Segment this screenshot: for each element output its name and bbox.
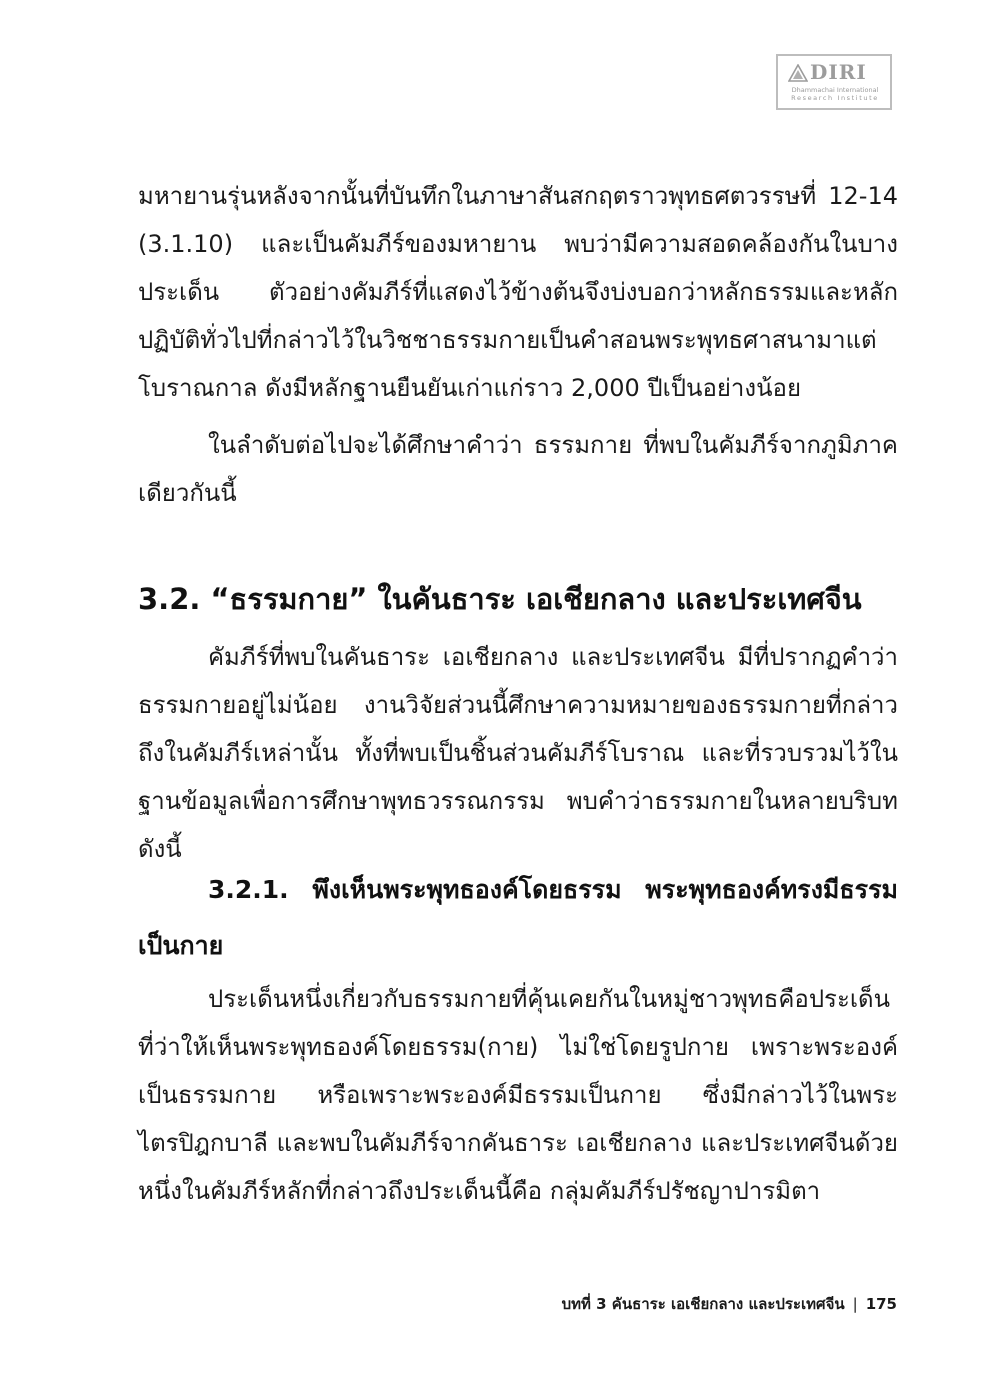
paragraph-1: มหายานรุ่นหลังจากนั้นที่บันทึกในภาษาสันสกฤตราวพุทธศตวรรษที่ 12-14 (3.1.10) และเป็นคัมภีร์ของมหายาน พบว่ามีความสอดคล้องกันในบางประเด็น ตัวอย่างคัมภีร์ที่แสดงไว้ข้างต้นจึงบ่งบอกว่าหลักธรรมและหลักปฏิบัติทั่วไปที่กล่าวไว้ในวิชชาธรรมกายเป็นคำสอนพระพุทธศาสนามาแต่โบราณกาล ดังมีหลักฐานยืนยันเก่าแก่ราว 2,000 ปีเป็นอย่างน้อย [138,182,898,402]
logo-subtitle-1: Dhammachai International [791,86,879,94]
subsection-heading: 3.2.1. พึงเห็นพระพุทธองค์โดยธรรม พระพุทธองค์ทรงมีธรรมเป็นกาย [138,875,898,960]
page-number: 175 [865,1295,897,1313]
paragraph-4: ประเด็นหนึ่งเกี่ยวกับธรรมกายที่คุ้นเคยกันในหมู่ชาวพุทธคือประเด็นที่ว่าให้เห็นพระพุทธองค์โดยธรรม(กาย) ไม่ใช่โดยรูปกาย เพราะพระองค์เป็นธรรมกาย หรือเพราะพระองค์มีธรรมเป็นกาย ซึ่งมีกล่าวไว้ในพระไตรปิฎกบาลี และพบในคัมภีร์จากคันธาระ เอเชียกลาง และประเทศจีนด้วย หนึ่งในคัมภีร์หลักที่กล่าวถึงประเด็นนี้คือ กลุ่มคัมภีร์ปรัชญาปารมิตา [138,985,898,1205]
section-heading: 3.2. “ธรรมกาย” ในคันธาระ เอเชียกลาง และประเทศจีน [138,582,862,616]
logo-subtitle-2: Research Institute [791,94,879,102]
diri-logo [776,54,892,110]
footer-chapter-title: บทที่ 3 คันธาระ เอเชียกลาง และประเทศจีน [561,1295,845,1313]
paragraph-3: คัมภีร์ที่พบในคันธาระ เอเชียกลาง และประเทศจีน มีที่ปรากฏคำว่าธรรมกายอยู่ไม่น้อย งานวิจัยส่วนนี้ศึกษาความหมายของธรรมกายที่กล่าวถึงในคัมภีร์เหล่านั้น ทั้งที่พบเป็นชิ้นส่วนคัมภีร์โบราณ และที่รวบรวมไว้ในฐานข้อมูลเพื่อการศึกษาพุทธวรรณกรรม พบคำว่าธรรมกายในหลายบริบทดังนี้ [138,643,898,863]
logo-wordmark: DIRI [810,60,867,84]
triangle-logo-icon [788,64,808,82]
footer-separator: | [852,1295,858,1313]
page-footer [562,1292,897,1316]
paragraph-2: ในลำดับต่อไปจะได้ศึกษาคำว่า ธรรมกาย ที่พบในคัมภีร์จากภูมิภาคเดียวกันนี้ [138,431,898,507]
